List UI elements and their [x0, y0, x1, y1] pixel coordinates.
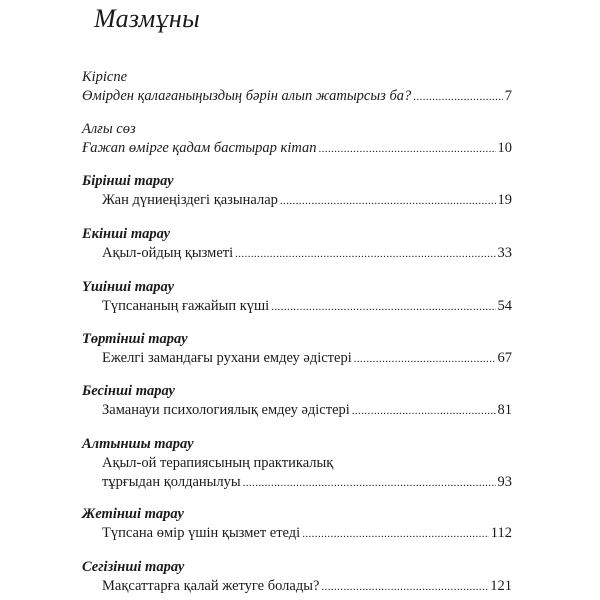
toc-page-number: 121 [490, 578, 512, 594]
dot-leader [280, 192, 496, 211]
toc-entry [82, 87, 512, 106]
toc-entry-title: Жан дүниеңіздегі қазыналар [102, 192, 278, 208]
toc-page-number: 19 [497, 192, 512, 208]
toc-section-chapter-1 [82, 172, 512, 210]
toc-entry [82, 473, 512, 492]
toc-entry-title: Ежелгі замандағы рухани емдеу әдістері [102, 350, 352, 366]
dot-leader [302, 525, 489, 544]
toc-section-chapter-4 [82, 330, 512, 368]
toc-entry [82, 349, 512, 368]
toc-entry-title: тұрғыдан қолданылуы [102, 474, 241, 490]
toc-entry [82, 577, 512, 596]
toc-page-number: 7 [504, 88, 512, 104]
toc-section-chapter-8 [82, 558, 512, 596]
dot-leader [235, 245, 495, 264]
page-title: Мазмұны [94, 4, 200, 33]
toc-section-chapter-5 [82, 382, 512, 420]
toc-heading: Бірінші тарау [82, 173, 174, 189]
toc-heading: Жетінші тарау [82, 506, 184, 522]
toc-entry [82, 191, 512, 210]
toc-entry-title: Заманауи психологиялық емдеу әдістері [102, 402, 350, 418]
toc-entry-title: Ақыл-ойдың қызметі [102, 245, 234, 261]
dot-leader [243, 474, 496, 493]
toc-heading: Бесінші тарау [82, 383, 175, 399]
toc-page-number: 10 [497, 140, 512, 156]
toc-heading: Алғы сөз [82, 121, 136, 137]
dot-leader [271, 298, 495, 317]
toc-section-chapter-3 [82, 278, 512, 316]
toc-page-number: 54 [497, 298, 512, 314]
toc-section-chapter-2 [82, 225, 512, 263]
toc-entry-title: Түпсана өмір үшін қызмет етеді [102, 525, 301, 541]
toc-heading: Үшінші тарау [82, 279, 175, 295]
toc-entry [82, 524, 512, 543]
dot-leader [354, 350, 496, 369]
toc-page-number: 67 [497, 350, 512, 366]
toc-section-chapter-6 [82, 435, 512, 492]
toc-page-number: 81 [497, 402, 512, 418]
toc-heading: Кіріспе [82, 69, 128, 85]
dot-leader [352, 402, 496, 421]
dot-leader [321, 578, 488, 597]
toc-entry-title: Ғажап өмірге қадам бастырар кітап [82, 140, 317, 156]
toc-page-number: 112 [490, 525, 512, 541]
toc-page-number: 33 [497, 245, 512, 261]
toc-page-number: 93 [497, 474, 512, 490]
toc-entry-title: Өмірден қалағаныңыздың бәрін алып жатырсыз ба? [82, 88, 412, 104]
toc-section-foreword [82, 120, 512, 158]
toc-heading: Алтыншы тарау [82, 436, 194, 452]
toc-heading: Сегізінші тарау [82, 559, 185, 575]
toc-entry-title: Түпсананың ғажайып күші [102, 298, 270, 314]
dot-leader [319, 140, 496, 159]
toc-entry [82, 139, 512, 158]
toc-section-chapter-7 [82, 505, 512, 543]
toc-entry [82, 244, 512, 263]
toc-heading: Екінші тарау [82, 226, 171, 242]
toc-entry-title: Мақсаттарға қалай жетуге болады? [102, 578, 320, 594]
toc-section-intro [82, 68, 512, 106]
toc-entry [82, 401, 512, 420]
toc-heading: Төртінші тарау [82, 331, 188, 347]
dot-leader [413, 88, 503, 107]
toc-entry [82, 297, 512, 316]
toc-entry-title-line1: Ақыл-ой терапиясының практикалық [102, 455, 334, 471]
